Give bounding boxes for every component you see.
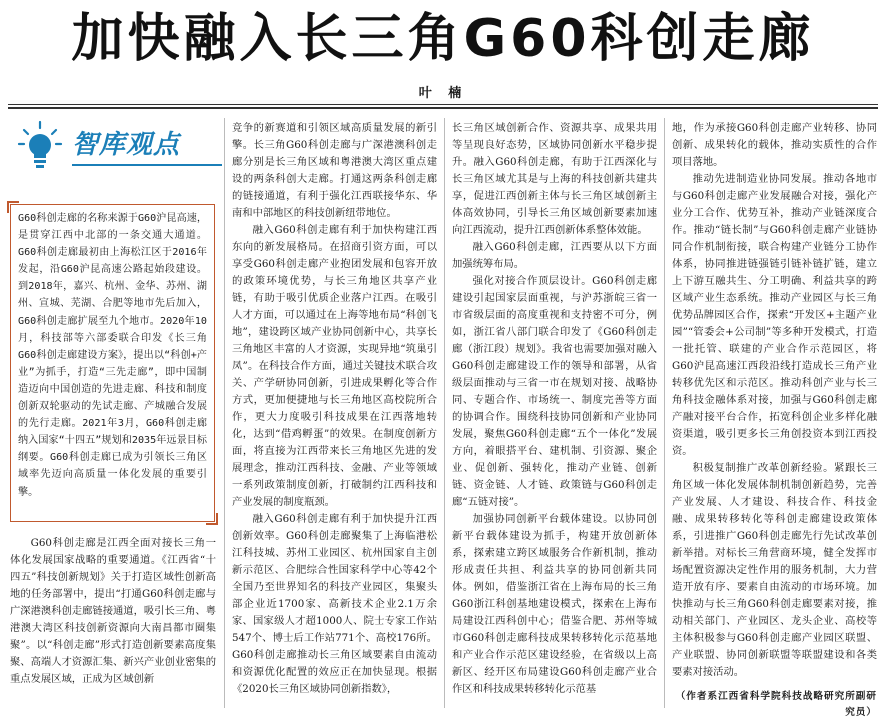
article-column-3 xyxy=(452,120,657,708)
paragraph: 地，作为承接G60科创走廊产业转移、协同创新、成果转化的载体，推动实质性的合作项目落地。 xyxy=(672,122,877,168)
column-divider xyxy=(224,118,225,708)
paragraph: 推动先进制造业协同发展。推动各地市与G60科创走廊产业发展融合对接，强化产业分工合作、优势互补，推动产业链深度合作。推动“链长制”与G60科创走廊产业链协同合作机制衔接，联合构建产业链分工协作体系，协同推进链强链引链补链扩链，建立上下游互融共生、分工明确、利益共享的跨区域产业生态系统。推动产业园区与长三角优势品牌园区合作，探索“开发区+主题产业园”“管委会+公司制”等多种开发模式，打造一批托管、联建的产业合作示范园区，将G60沪昆高速江西段沿线打造成长三角产业转移优先区和示范区。推动科创产业与长三角科技金融体系对接，加强与G60科创走廊产融对接平台合作，拓宽科创企业多样化融资渠道，吸引更多长三角创投资本到江西投资。 xyxy=(672,173,877,457)
paragraph: G60科创走廊是江西全面对接长三角一体化发展国家战略的重要通道。《江西省“十四五”科技创新规划》关于打造区域性创新高地的任务部署中，提出“打通G60科创走廊与广深港澳科创走廊链接通道，吸引长三角、粤港澳大湾区科技创新资源向大南昌都市圈集聚”。以“科创走廊”形式打造创新要素高度集聚、高端人才资源汇集、新兴产业创业密集的重点发展区域，正成为区域创新 xyxy=(10,537,216,685)
label-underline xyxy=(72,164,222,166)
header-rule xyxy=(8,104,878,105)
paragraph: 融入G60科创走廊，江西要从以下方面加强统筹布局。 xyxy=(452,241,657,270)
column-divider xyxy=(444,118,445,708)
article-column-2 xyxy=(232,120,437,708)
paragraph: 加强协同创新平台载体建设。以协同创新平台载体建设为抓手，构建开放创新体系，探索建立跨区域服务合作新机制，推动形成责任共担、利益共享的协同创新共同体。例如，借鉴浙江省在上海布局的长三角G60浙江科创基地建设模式，探索在上海布局建设江西科创中心；借鉴合肥、苏州等城市G60科创走廊科技成果转移转化示范基地和产业合作示范区建设经验，在省级以上高新区、经开区布局建设G60科创走廊产业合作区和科技成果转移转化示范基 xyxy=(452,513,657,695)
paragraph: 强化对接合作顶层设计。G60科创走廊建设引起国家层面重视，与沪苏浙皖三省一市省级层面的高度重视和支持密不可分，例如，浙江省八部门联合印发了《G60科创走廊（浙江段）规划》。我省也需要加强对融入G60科创走廊建设工作的领导和部署，从省级层面推动与三省一市在规划对接、战略协同、专题合作、市场统一、制度完善等方面的协调合作。围绕科技协同创新和产业协同发展，聚焦G60科创走廊“五个一体化”发展方向，着眼搭平台、建机制、引资源、聚企业、促创新、强转化，推动产业链、创新链、资金链、人才链、政策链与G60科创走廊“五链对接”。 xyxy=(452,275,657,508)
paragraph: 积极复制推广改革创新经验。紧跟长三角区域一体化发展体制机制创新趋势，完善产业发展、人才建设、科技合作、科技金融、成果转移转化等科创走廊建设政策体系，引进推广G60科创走廊先行先试改革创新举措。对标长三角营商环境，健全发挥市场配置资源决定性作用的服务机制，大力营造开放有序、要素自由流动的市场环境。加快推动与长三角G60科创走廊要素对接，推动相关部门、产业园区、龙头企业、高校等主体积极参与G60科创走廊产业园区联盟、产业联盟、协同创新联盟等联盟建设和各类要素对接活动。 xyxy=(672,462,877,678)
lightbulb-icon xyxy=(18,120,62,172)
column-label-text: 智库观点 xyxy=(72,130,181,160)
article-column-1 xyxy=(10,535,216,707)
abstract-box: G60科创走廊的名称来源于G60沪昆高速，是贯穿江西中北部的一条交通大通道。G60科创走廊最初由上海松江区于2016年发起，沿G60沪昆高速公路起始段建设。到2018年，嘉兴、杭州、金华、苏州、湖州、宣城、芜湖、合肥等地市先后加入，G60科创走廊扩展至九个地市。2020年10月，科技部等六部委联合印发《长三角G60科创走廊建设方案》，提出以“科创+产业”为抓手，打造“三先走廊”，即中国制造迈向中国创造的先进走廊、科技和制度创新双轮驱动的先试走廊、产城融合发展的先行走廊。2021年3月，G60科创走廊纳入国家“十四五”规划和2035年远景目标纲要。G60科创走廊已成为引领长三角区域率先迈向高质量一体化发展的重要引擎。 xyxy=(10,204,215,522)
author-note: （作者系江西省科学院科技战略研究所副研究员） xyxy=(675,691,877,718)
article-column-4 xyxy=(672,120,877,718)
paragraph: 竞争的新赛道和引领区域高质量发展的新引擎。长三角G60科创走廊与广深港澳科创走廊分别是长三角区域和粤港澳大湾区重点建设的两条科创大走廊。打通这两条科创走廊的链接通道，有利于强化江西联接华东、华南和中部地区的科技创新纽带地位。 xyxy=(232,122,437,219)
header-rule-thick xyxy=(8,107,878,109)
paragraph: 长三角区域创新合作、资源共享、成果共用等呈现良好态势，区域协同创新水平稳步提升。融入G60科创走廊，有助于江西深化与长三角区域尤其是与上海的科技创新共建共享，促进江西创新主体与长三角区域创新主体高效协同，引导长三角区域创新要素加速向江西流动，提升江西创新体系整体效能。 xyxy=(452,122,657,236)
headline: 加快融入长三角G60科创走廊 xyxy=(71,9,815,69)
paragraph: 融入G60科创走廊有利于加快提升江西创新效率。G60科创走廊聚集了上海临港松江科技城、苏州工业园区、杭州国家自主创新示范区、合肥综合性国家科学中心等42个全国乃至世界知名的科技产业园区，集聚头部企业近1700家、高新技术企业2.1万余家、国家级人才超1000人、院士专家工作站547个、博士后工作站771个、高校176所。G60科创走廊推动长三角区域要素自由流动和资源优化配置的效应正在加快显现。根据《2020长三角区域协同创新指数》， xyxy=(232,513,437,695)
byline-author: 叶 楠 xyxy=(418,86,468,101)
column-divider xyxy=(664,118,665,708)
paragraph: 融入G60科创走廊有利于加快构建江西东向的新发展格局。在招商引资方面，可以享受G60科创走廊产业抱团发展和包容开放的政策环境优势，与长三角地区共享产业链，有助于吸引优质企业落户江西。在吸引人才方面，可以通过在上海等地布局“科创飞地”，建设跨区域产业协同创新中心，共享长三角地区丰富的人才资源，实现异地“筑巢引凤”。在科技合作方面，通过关键技术联合攻关、产学研协同创新，引进成果孵化等合作方式，更加便捷地与长三角地区高校院所合作，更大力度吸引科技成果在江西落地转化，达到“借鸡孵蛋”的效果。在制度创新方面，将直接为江西带来长三角地区先进的发展理念，推动江西科技、金融、产业等领域一系列政策制度创新，打破制约江西科技和产业发展的制度瓶颈。 xyxy=(232,224,437,508)
column-label xyxy=(18,118,218,174)
